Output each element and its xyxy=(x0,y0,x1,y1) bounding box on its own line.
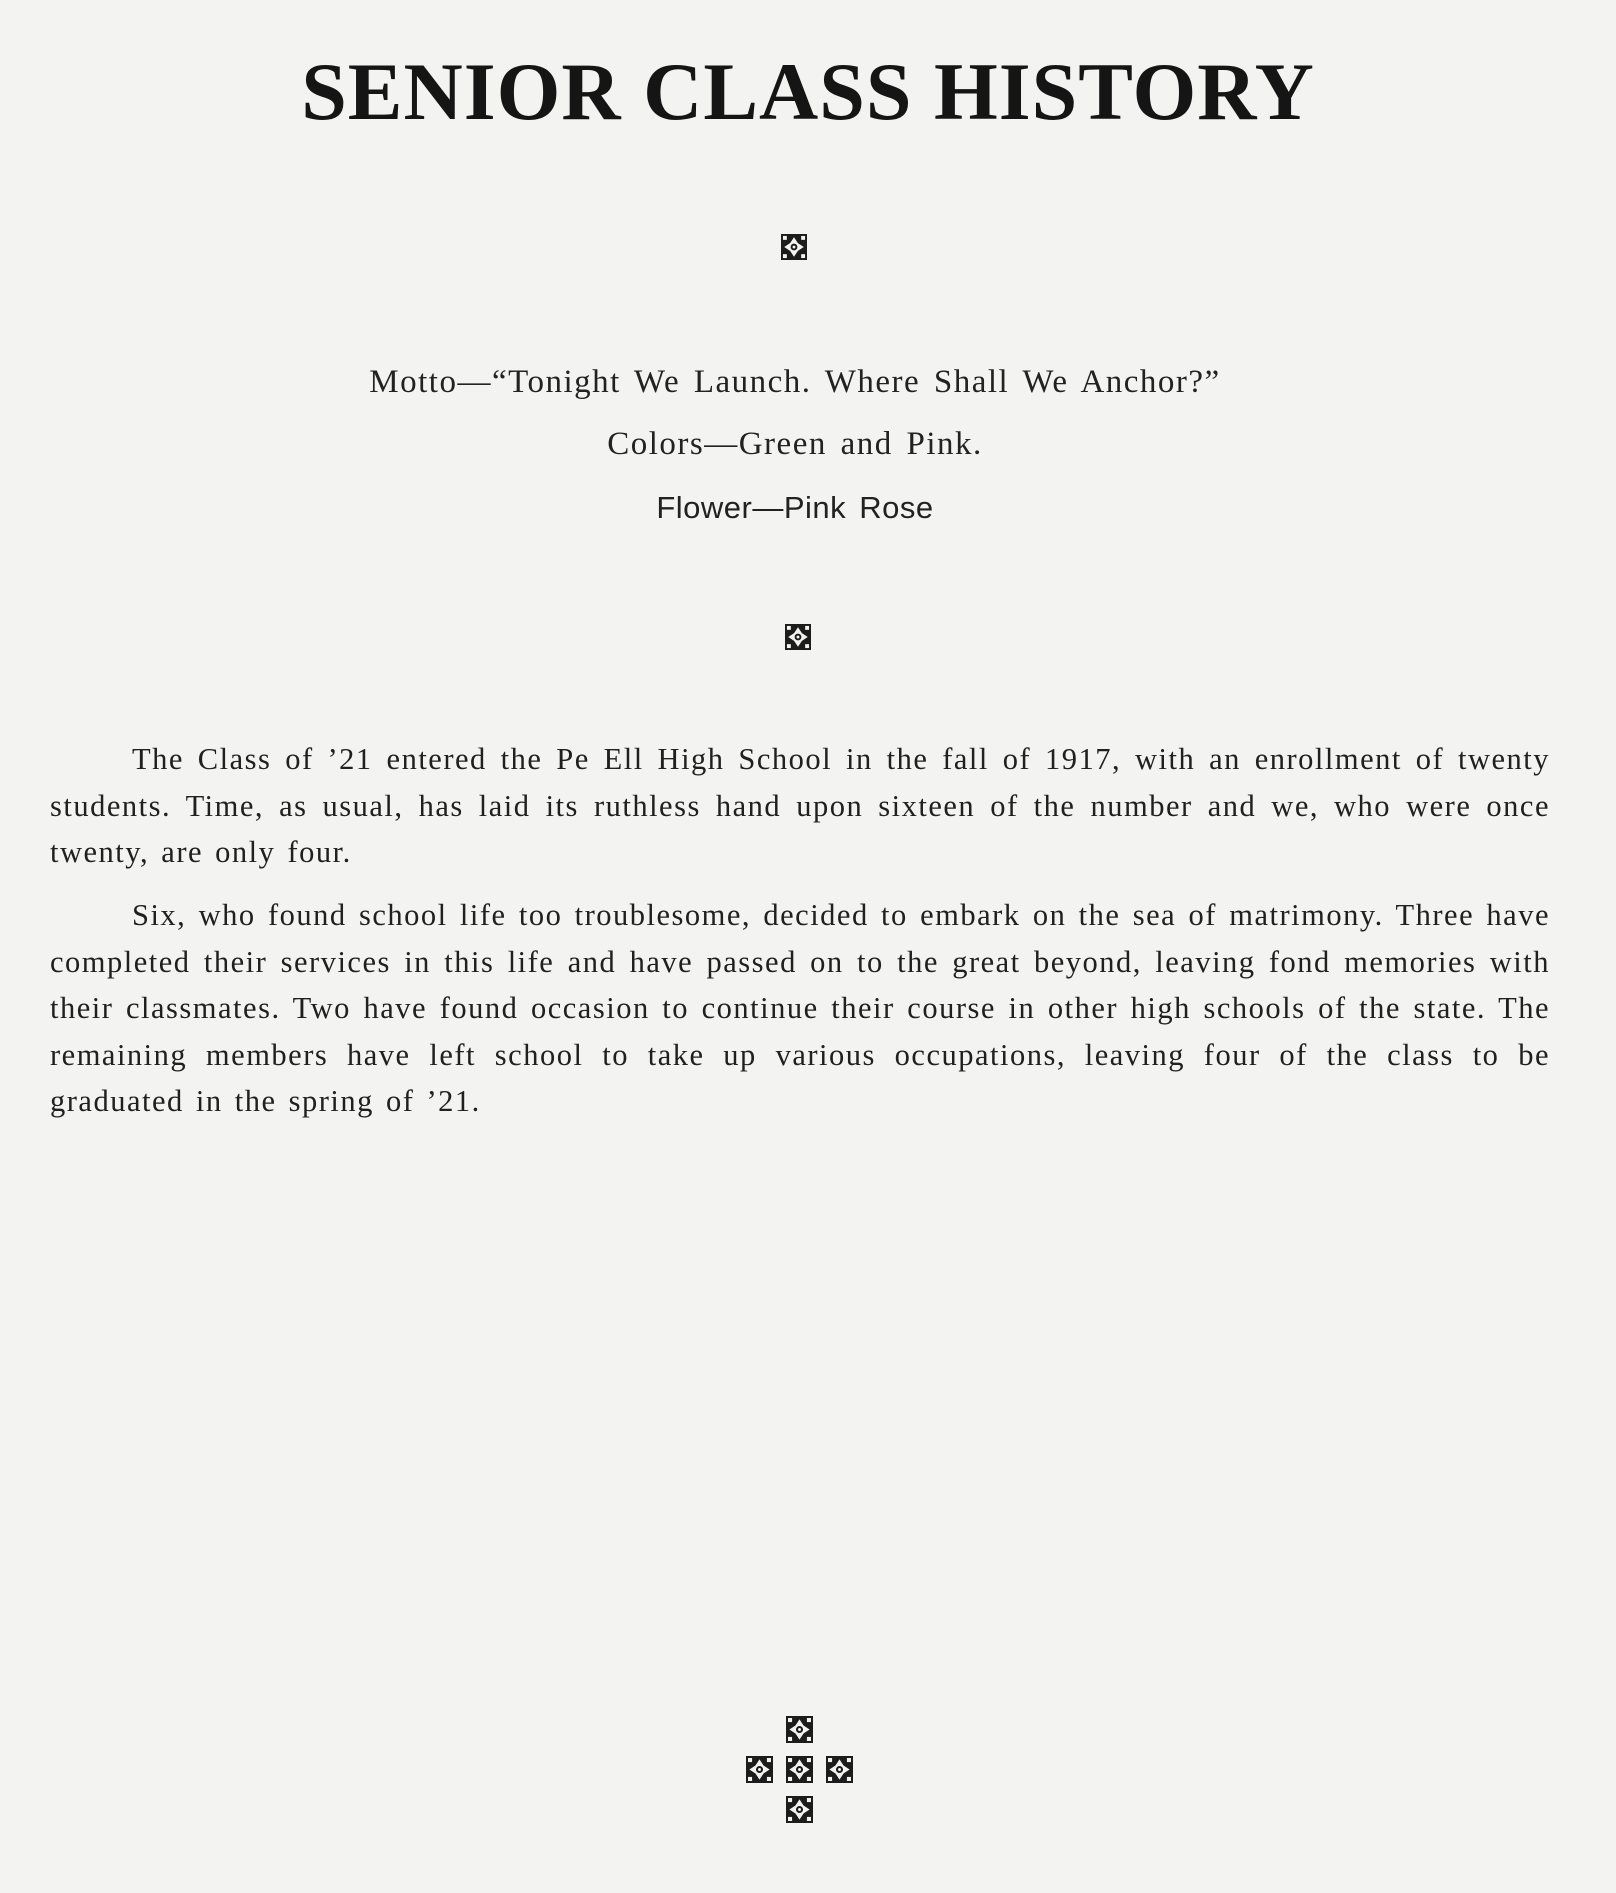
history-paragraph-2 xyxy=(50,892,1550,1125)
floral-square-ornament-icon xyxy=(786,1756,813,1783)
floral-square-ornament-icon xyxy=(826,1756,853,1783)
class-motto: Motto—“Tonight We Launch. Where Shall We Anchor?” xyxy=(369,364,1221,400)
floral-square-ornament-icon xyxy=(786,1796,813,1823)
paragraph-text: Six, who found school life too troublesome, decided to embark on the sea of matrimony. Three have completed their services in this life and have passed on to the great beyond, leaving fond memories with their classmates. Two have found occasion to continue their course in other high schools of the state. The remaining members have left school to take up various occupations, leaving four of the class to be graduated in the spring of ’21. xyxy=(50,898,1550,1118)
cross-ornament xyxy=(746,1716,854,1824)
floral-square-ornament-icon xyxy=(746,1756,773,1783)
floral-square-ornament-icon xyxy=(785,624,811,650)
class-colors: Colors—Green and Pink. xyxy=(607,426,983,462)
history-paragraph-1 xyxy=(50,736,1550,876)
page-title: SENIOR CLASS HISTORY xyxy=(301,46,1315,137)
floral-square-ornament-icon xyxy=(781,234,807,260)
paragraph-text: The Class of ’21 entered the Pe Ell High School in the fall of 1917, with an enrollment of twenty students. Time, as usual, has laid its ruthless hand upon sixteen of the number and we, who were once twenty, are only four. xyxy=(50,742,1550,869)
class-flower: Flower—Pink Rose xyxy=(656,490,934,525)
floral-square-ornament-icon xyxy=(786,1716,813,1743)
